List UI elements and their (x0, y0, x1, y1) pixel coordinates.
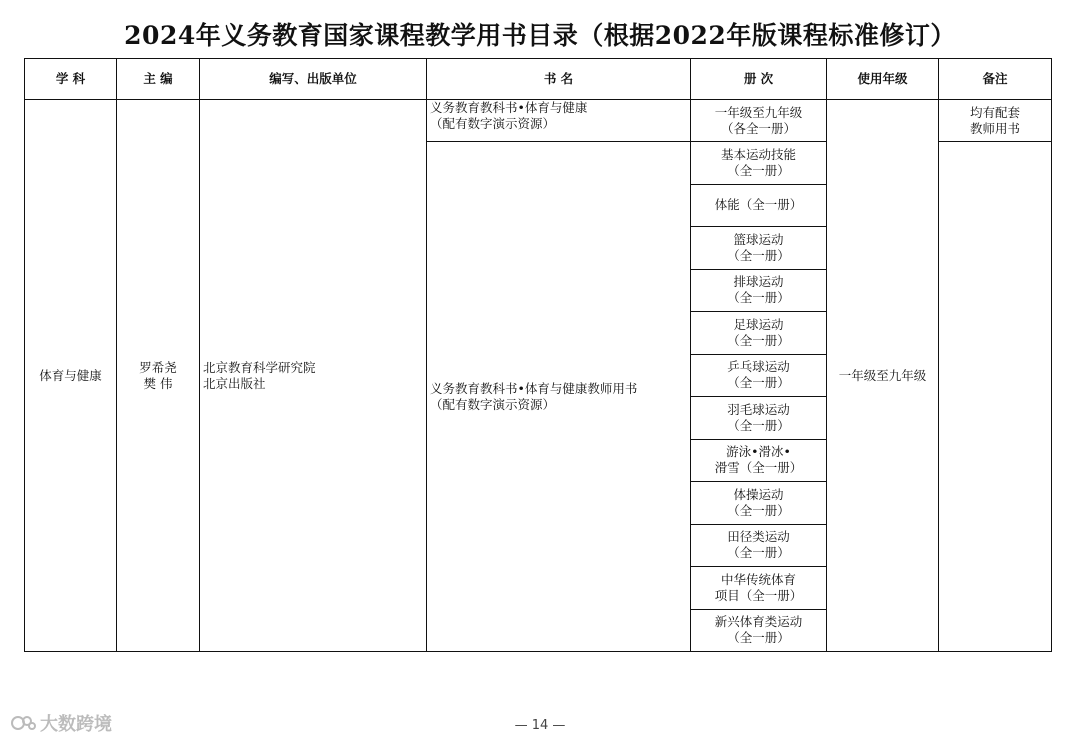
volume-cell (691, 312, 827, 355)
watermark-text: 大数跨境 (40, 714, 112, 735)
volume-line: （全一册） (727, 417, 790, 433)
book-name-line: 义务教育教科书•体育与健康 (430, 100, 588, 115)
publisher-name: 北京教育科学研究院 (203, 359, 316, 375)
header-editor: 主 编 (117, 59, 200, 100)
editor-name: 罗希尧 (139, 359, 177, 375)
book-name-cell (427, 142, 691, 652)
header-book-name: 书 名 (427, 59, 691, 100)
volume-cell (691, 227, 827, 270)
volume-line: （各全一册） (720, 120, 796, 136)
volume-line: 足球运动 (733, 316, 784, 332)
volume-cell (691, 439, 827, 482)
volume-line: 一年级至九年级 (714, 104, 803, 120)
book-name-line: （配有数字演示资源） (430, 116, 556, 131)
volume-line: 中华传统体育 (720, 571, 796, 587)
volume-cell (691, 184, 827, 227)
volume-cell (691, 482, 827, 525)
volume-line: 乒乓球运动 (727, 359, 790, 375)
volume-line: 篮球运动 (733, 231, 784, 247)
page-number: — 14 — (514, 718, 566, 733)
header-publisher: 编写、出版单位 (200, 59, 427, 100)
volume-line: 游泳•滑冰• (726, 444, 791, 460)
volume-cell (691, 354, 827, 397)
editor-name: 樊 伟 (143, 375, 173, 391)
textbook-catalog-table (24, 58, 1052, 652)
note-line: 教师用书 (969, 120, 1020, 136)
volume-line: （全一册） (727, 375, 790, 391)
volume-line: 基本运动技能 (720, 146, 796, 162)
grade-cell: 一年级至九年级 (827, 100, 939, 652)
volume-line: 体能（全一册） (714, 197, 803, 213)
volume-line: （全一册） (727, 247, 790, 263)
volume-line: 羽毛球运动 (727, 401, 790, 417)
header-note: 备注 (939, 59, 1052, 100)
header-grade: 使用年级 (827, 59, 939, 100)
page-title: 2024年义务教育国家课程教学用书目录（根据2022年版课程标准修订） (124, 21, 956, 50)
volume-cell (691, 100, 827, 142)
book-name-line: （配有数字演示资源） (430, 396, 556, 412)
publisher-cell (200, 100, 427, 652)
volume-cell (691, 524, 827, 567)
note-cell (939, 100, 1052, 142)
note-cell-empty (939, 142, 1052, 652)
volume-cell (691, 397, 827, 440)
volume-line: 新兴体育类运动 (714, 614, 803, 630)
volume-line: （全一册） (727, 162, 790, 178)
volume-line: 项目（全一册） (714, 587, 803, 603)
volume-cell (691, 142, 827, 185)
header-row (25, 59, 1052, 100)
header-volume: 册 次 (691, 59, 827, 100)
volume-cell (691, 567, 827, 610)
volume-line: （全一册） (727, 545, 790, 561)
note-line: 均有配套 (969, 104, 1020, 120)
volume-cell (691, 609, 827, 652)
volume-line: 滑雪（全一册） (714, 460, 803, 476)
header-subject: 学 科 (25, 59, 117, 100)
book-name-cell (427, 100, 691, 142)
book-name-line: 义务教育教科书•体育与健康教师用书 (430, 380, 638, 396)
publisher-name: 北京出版社 (203, 375, 266, 391)
table-row (25, 100, 1052, 142)
volume-line: （全一册） (727, 630, 790, 646)
volume-line: 体操运动 (733, 486, 784, 502)
volume-line: 排球运动 (733, 274, 784, 290)
volume-cell (691, 269, 827, 312)
subject-cell: 体育与健康 (25, 100, 117, 652)
volume-line: （全一册） (727, 290, 790, 306)
editor-cell (117, 100, 200, 652)
volume-line: （全一册） (727, 502, 790, 518)
volume-line: 田径类运动 (727, 529, 790, 545)
volume-line: （全一册） (727, 332, 790, 348)
